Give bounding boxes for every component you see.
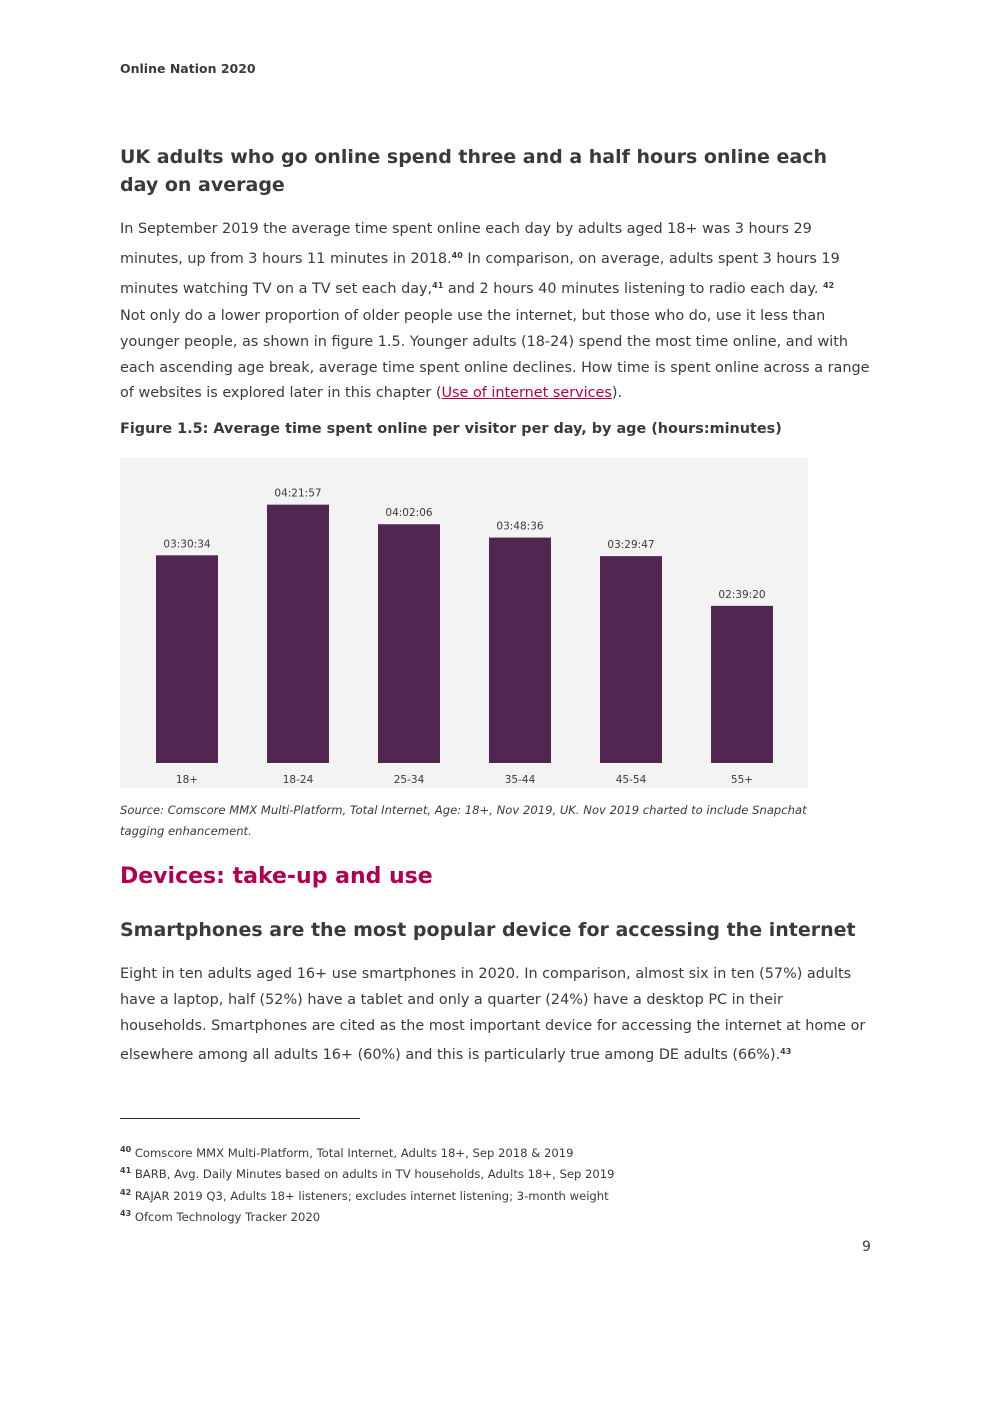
footnote-text: BARB, Avg. Daily Minutes based on adults in TV households, Adults 18+, Sep 2019: [131, 1167, 615, 1182]
x-tick-label: 18-24: [282, 774, 314, 786]
footnotes: [120, 1141, 615, 1226]
footnote-number: 40: [120, 1145, 132, 1154]
data-label: 02:39:20: [718, 588, 766, 601]
footnote-text: Ofcom Technology Tracker 2020: [131, 1209, 321, 1224]
footnote-ref[interactable]: 40: [451, 250, 463, 260]
chart-svg: [120, 458, 808, 788]
footnote-divider: [120, 1118, 360, 1119]
bar-chart: [120, 458, 808, 788]
footnote-item: [120, 1205, 615, 1226]
footnote-item: [120, 1141, 615, 1162]
footnote-ref[interactable]: 43: [780, 1047, 792, 1057]
section-heading: Smartphones are the most popular device for accessing the internet: [120, 919, 856, 941]
figure-source: Source: Comscore MMX Multi-Platform, Total Internet, Age: 18+, Nov 2019, UK. Nov 2019 charted to include Snapchat tagging enhancement.: [120, 803, 807, 838]
x-tick-label: 45-54: [615, 774, 647, 786]
paragraph-text: ).: [611, 385, 623, 402]
devices-paragraph: [120, 962, 872, 1069]
x-tick-label: 18+: [175, 774, 199, 786]
footnote-number: 42: [120, 1187, 132, 1197]
footnote-number: 43: [120, 1208, 132, 1218]
bar-18+: [156, 555, 218, 763]
bar-35-44: [489, 538, 551, 763]
document-header: Online Nation 2020: [120, 61, 256, 76]
paragraph-text: and 2 hours 40 minutes listening to radio each day.: [443, 280, 819, 297]
page-number: 9: [862, 1239, 871, 1255]
footnote-ref[interactable]: 41: [432, 280, 444, 290]
bar-45-54: [600, 556, 662, 763]
paragraph-text: Eight in ten adults aged 16+ use smartphones in 2020. In comparison, almost six in ten (57%) adults have a laptop, half (52%) have a tablet and only a quarter (24%) have a desktop PC in their households. Smartphones are cited as the most important device for accessing the internet at home or elsewhere among all adults 16+ (60%) and this is particularly true among DE adults (66%).: [120, 966, 866, 1064]
x-tick-label: 55+: [730, 774, 754, 786]
figure-title: Figure 1.5: Average time spent online per visitor per day, by age (hours:minutes): [120, 421, 782, 437]
internet-services-link[interactable]: Use of internet services: [441, 385, 612, 402]
data-label: 03:29:47: [607, 539, 655, 552]
data-label: 03:48:36: [496, 520, 544, 533]
section-heading: UK adults who go online spend three and a half hours online each day on average: [120, 146, 828, 196]
data-label: 04:21:57: [274, 487, 322, 500]
section-title: Devices: take-up and use: [120, 864, 433, 889]
footnote-item: [120, 1184, 615, 1205]
footnote-text: Comscore MMX Multi-Platform, Total Internet, Adults 18+, Sep 2018 & 2019: [131, 1146, 574, 1160]
footnote-text: RAJAR 2019 Q3, Adults 18+ listeners; excludes internet listening; 3-month weight: [131, 1188, 609, 1203]
footnote-item: [120, 1162, 615, 1183]
bar-55+: [711, 606, 773, 763]
data-label: 03:30:34: [163, 538, 211, 551]
bar-25-34: [378, 524, 440, 763]
footnote-number: 41: [120, 1166, 132, 1176]
paragraph-text: In September 2019 the average time spent online each day by adults aged 18+ was 3 hours 29 minutes, up from 3 hours 11 minutes in 2018.: [120, 221, 812, 267]
footnote-ref[interactable]: 42: [823, 280, 835, 290]
x-tick-label: 35-44: [504, 774, 536, 786]
intro-paragraph: [120, 217, 872, 302]
paragraph-text: Not only do a lower proportion of older people use the internet, but those who do, use it less than younger people, as shown in figure 1.5. Younger adults (18-24) spend the most time online, and with each ascending age break, average time spent online declines. How time is spent online across a range of websites is explored later in this chapter (: [120, 308, 870, 402]
paragraph-text: In comparison, on average, adults spent 3 hours 19 minutes watching TV on a TV set each day,: [120, 250, 840, 297]
x-tick-label: 25-34: [393, 774, 425, 786]
age-paragraph: [120, 304, 872, 407]
bar-18-24: [267, 505, 329, 763]
data-label: 04:02:06: [385, 507, 433, 520]
